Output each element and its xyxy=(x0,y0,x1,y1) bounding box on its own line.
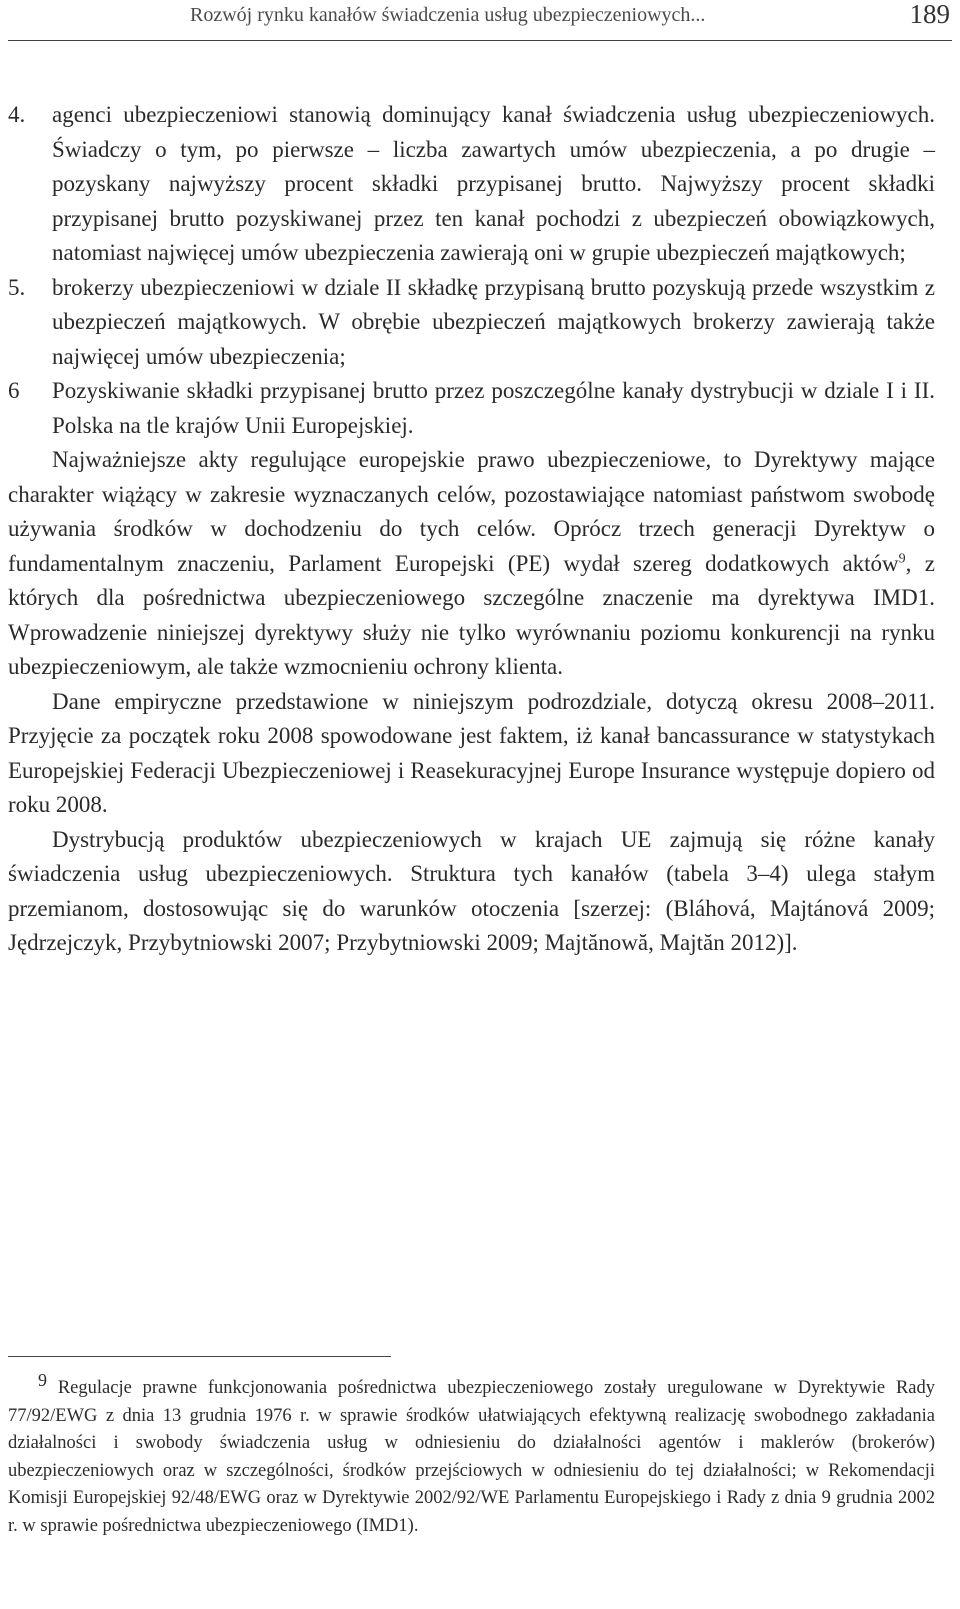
list-item-4 xyxy=(8,98,935,271)
list-number: 4. xyxy=(8,102,26,127)
running-title: Rozwój rynku kanałów świadczenia usług ubezpieczeniowych... xyxy=(190,4,706,26)
paragraph-text: Najważniejsze akty regulujące europejskie prawo ubezpieczeniowe, to Dyrektywy mające charakter wiążący w zakresie wyznaczanych celów, pozostawiające natomiast państwom swobodę używania środków w dochodzeniu do tych celów. Oprócz trzech generacji Dyrektyw o fundamentalnym znaczeniu, Parlament Europejski (PE) wydał szereg dodatkowych aktów xyxy=(8,447,935,576)
list-number: 5. xyxy=(8,274,26,300)
list-item-text: brokerzy ubezpieczeniowi w dziale II składkę przypisaną brutto pozyskują przede wszystkim z ubezpieczeń majątkowych. W obrębie ubezpieczeń majątkowych brokerzy zawierają także najwięcej umów ubezpieczenia; xyxy=(52,274,935,369)
footnote-separator xyxy=(8,1356,391,1357)
main-text xyxy=(8,98,935,961)
list-item-6 xyxy=(8,374,935,443)
page-number: 189 xyxy=(909,0,950,29)
list-item-text: Pozyskiwanie składki przypisanej brutto przez poszczególne kanały dystrybucji w dziale I i II. Polska na tle krajów Unii Europejskiej. xyxy=(52,378,935,438)
footnote-reference: 9 xyxy=(898,550,906,566)
paragraph-empirical-data: Dane empiryczne przedstawione w niniejszym podrozdziale, dotyczą okresu 2008–2011. Przyjęcie za początek roku 2008 spowodowane jest faktem, iż kanał bancassurance w statystykach Europejskiej Federacji Ubezpieczeniowej i Reasekuracyjnej Europe Insurance występuje dopiero od roku 2008. xyxy=(8,688,935,817)
list-number: 6 xyxy=(8,378,20,403)
paragraph-text: , z których dla pośrednictwa ubezpieczeniowego szczególne znaczenie ma dyrektywa IMD1. Wprowadzenie niniejszej dyrektywy służy nie tylko wyrównaniu poziomu konkurencji na rynku ubezpieczeniowym, ale także wzmocnieniu ochrony klienta. xyxy=(8,550,935,679)
list-item-5 xyxy=(8,271,935,375)
page-header xyxy=(8,0,952,41)
footnote xyxy=(8,1369,935,1541)
paragraph-eu-law xyxy=(8,443,935,685)
footnote-mark: 9 xyxy=(38,1369,47,1390)
list-item-text: agenci ubezpieczeniowi stanowią dominujący kanał świadczenia usług ubezpieczeniowych. Świadczy o tym, po pierwsze – liczba zawartych umów ubezpieczenia, a po drugie – pozyskany najwyższy procent składki przypisanej brutto. Najwyższy procent składki przypisanej brutto pozyskiwanej przez ten kanał pochodzi z ubezpieczeń obowiązkowych, natomiast najwięcej umów ubezpieczenia zawierają oni w grupie ubezpieczeń majątkowych; xyxy=(52,102,935,265)
footnote-text: Regulacje prawne funkcjonowania pośrednictwa ubezpieczeniowego zostały uregulowane w Dyrektywie Rady 77/92/EWG z dnia 13 grudnia 1976 r. w sprawie środków ułatwiających efektywną realizację swobodnego zakładania działalności i swobody świadczenia usług w odniesieniu do działalności agentów i maklerów (brokerów) ubezpieczeniowych oraz w szczególności, środków przejściowych w odniesieniu do tej działalności; w Rekomendacji Komisji Europejskiej 92/48/EWG oraz w Dyrektywie 2002/92/WE Parlamentu Europejskiego i Rady z dnia 9 grudnia 2002 r. w sprawie pośrednictwa ubezpieczeniowego (IMD1). xyxy=(8,1378,935,1536)
paragraph-distribution: Dystrybucją produktów ubezpieczeniowych w krajach UE zajmują się różne kanały świadczenia usług ubezpieczeniowych. Struktura tych kanałów (tabela 3–4) ulega stałym przemianom, dostosowując się do warunków otoczenia [szerzej: (Bláhová, Majtánová 2009; Jędrzejczyk, Przybytniowski 2007; Przybytniowski 2009; Majtănowă, Majtăn 2012)]. xyxy=(8,826,935,955)
